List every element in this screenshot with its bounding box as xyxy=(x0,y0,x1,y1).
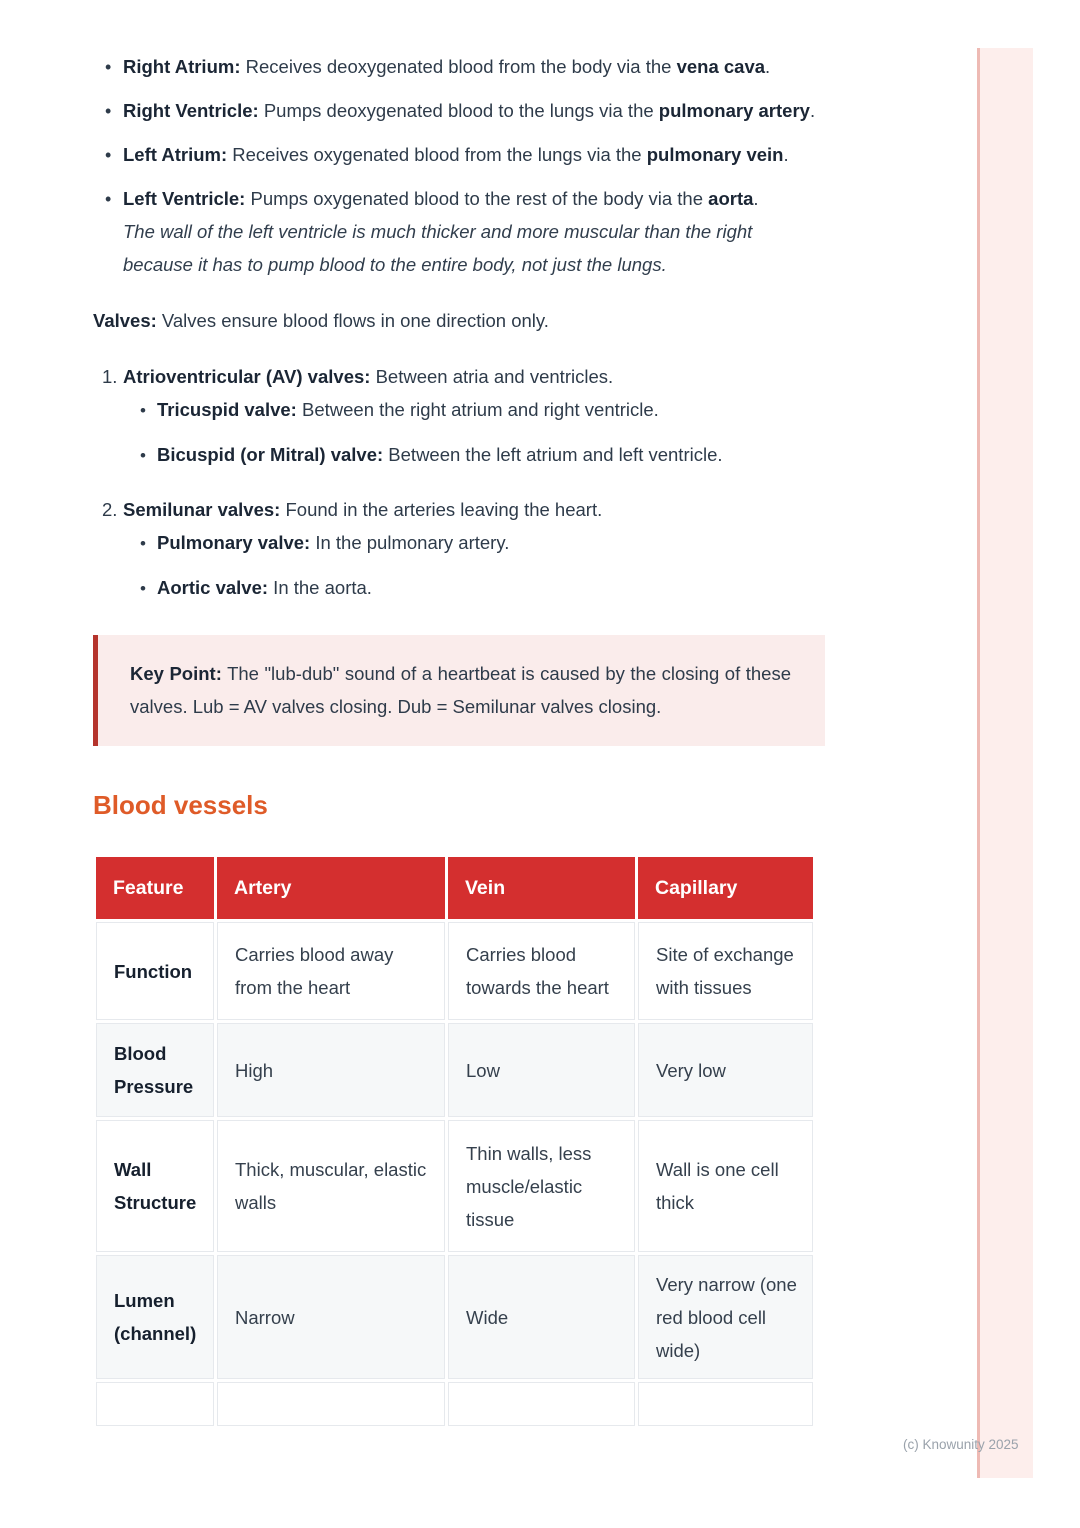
term-description: In the aorta. xyxy=(268,577,372,598)
term-emphasis: pulmonary vein xyxy=(646,144,784,165)
bullet-text xyxy=(123,182,823,281)
list-item xyxy=(93,138,823,172)
table-row xyxy=(96,1023,813,1117)
term-description: Pumps deoxygenated blood to the lungs via the xyxy=(258,100,659,121)
list-number: 2. xyxy=(102,499,118,520)
column-header-capillary: Capillary xyxy=(638,857,813,919)
bullet-icon xyxy=(93,138,123,172)
term-emphasis: aorta xyxy=(708,188,754,209)
valve-group xyxy=(123,493,823,605)
term-label: Bicuspid (or Mitral) valve: xyxy=(157,444,384,465)
table-row-partial xyxy=(96,1382,813,1426)
bullet-icon xyxy=(123,571,157,605)
bullet-text xyxy=(123,94,823,128)
bullet-text xyxy=(123,138,823,172)
bullet-text xyxy=(157,393,659,427)
table-cell xyxy=(217,1382,445,1426)
table-row xyxy=(96,922,813,1020)
table-cell: Thin walls, less muscle/elastic tissue xyxy=(448,1120,635,1252)
table-cell: Carries blood towards the heart xyxy=(448,922,635,1020)
bullet-icon xyxy=(123,393,157,427)
valve-sub-list xyxy=(123,393,823,472)
column-header-vein: Vein xyxy=(448,857,635,919)
term-description: Between atria and ventricles. xyxy=(370,366,614,387)
term-description: In the pulmonary artery. xyxy=(310,532,510,553)
table-cell: Site of exchange with tissues xyxy=(638,922,813,1020)
row-label: Wall Structure xyxy=(96,1120,214,1252)
table-row xyxy=(96,1120,813,1252)
list-item xyxy=(123,571,823,605)
copyright-watermark: (c) Knowunity 2025 xyxy=(903,1437,1019,1452)
table-cell: Wall is one cell thick xyxy=(638,1120,813,1252)
heart-chambers-list xyxy=(93,50,823,281)
valves-intro-label: Valves: xyxy=(93,310,157,331)
term-description: Pumps oxygenated blood to the rest of the body via the xyxy=(245,188,709,209)
list-item xyxy=(123,526,823,560)
term-tail: . xyxy=(765,56,771,77)
list-item xyxy=(93,50,823,84)
list-item xyxy=(93,94,823,128)
term-description: Found in the arteries leaving the heart. xyxy=(280,499,603,520)
list-number: 1. xyxy=(102,366,118,387)
row-label: Blood Pressure xyxy=(96,1023,214,1117)
table-cell: Thick, muscular, elastic walls xyxy=(217,1120,445,1252)
valves-intro xyxy=(93,304,823,337)
term-label: Right Ventricle: xyxy=(123,100,259,121)
table-cell: Low xyxy=(448,1023,635,1117)
list-item xyxy=(123,393,823,427)
term-label: Left Ventricle: xyxy=(123,188,246,209)
column-header-feature: Feature xyxy=(96,857,214,919)
list-item xyxy=(123,438,823,472)
table-cell: Wide xyxy=(448,1255,635,1379)
term-label: Pulmonary valve: xyxy=(157,532,311,553)
bullet-icon xyxy=(93,94,123,128)
table-cell xyxy=(448,1382,635,1426)
row-label xyxy=(96,1382,214,1426)
key-point-callout xyxy=(93,635,825,746)
term-label: Right Atrium: xyxy=(123,56,241,77)
table-cell: High xyxy=(217,1023,445,1117)
table-cell: Carries blood away from the heart xyxy=(217,922,445,1020)
column-header-artery: Artery xyxy=(217,857,445,919)
bullet-icon xyxy=(123,526,157,560)
term-label: Tricuspid valve: xyxy=(157,399,297,420)
term-tail: . xyxy=(783,144,789,165)
row-label: Lumen (channel) xyxy=(96,1255,214,1379)
term-description: Receives deoxygenated blood from the body via the xyxy=(240,56,677,77)
list-item xyxy=(93,493,823,605)
valves-intro-text: Valves ensure blood flows in one direction only. xyxy=(156,310,549,331)
table-header-row xyxy=(96,857,813,919)
bullet-icon xyxy=(123,438,157,472)
term-description: Between the right atrium and right ventricle. xyxy=(296,399,659,420)
list-item xyxy=(93,360,823,472)
table-cell: Very narrow (one red blood cell wide) xyxy=(638,1255,813,1379)
term-label: Left Atrium: xyxy=(123,144,228,165)
term-emphasis: vena cava xyxy=(676,56,766,77)
bullet-icon xyxy=(93,182,123,281)
bullet-text xyxy=(157,526,509,560)
left-ventricle-note: The wall of the left ventricle is much thicker and more muscular than the right because it has to pump blood to the entire body, not just the lungs. xyxy=(123,221,753,275)
valve-sub-list xyxy=(123,526,823,605)
key-point-label: Key Point: xyxy=(130,663,222,684)
bullet-icon xyxy=(93,50,123,84)
term-label: Aortic valve: xyxy=(157,577,269,598)
bullet-text xyxy=(157,438,723,472)
term-label: Atrioventricular (AV) valves: xyxy=(123,366,371,387)
term-tail: . xyxy=(753,188,759,209)
table-cell: Very low xyxy=(638,1023,813,1117)
term-emphasis: pulmonary artery xyxy=(658,100,810,121)
term-description: Receives oxygenated blood from the lungs via the xyxy=(227,144,647,165)
section-heading-blood-vessels: Blood vessels xyxy=(93,790,268,820)
valves-list xyxy=(93,360,823,605)
valve-group xyxy=(123,360,823,472)
page-edge-stripe xyxy=(977,48,1033,1478)
table-cell: Narrow xyxy=(217,1255,445,1379)
list-item xyxy=(93,182,823,281)
table-cell xyxy=(638,1382,813,1426)
term-description: Between the left atrium and left ventricle. xyxy=(383,444,723,465)
bullet-text xyxy=(157,571,372,605)
term-label: Semilunar valves: xyxy=(123,499,281,520)
term-tail: . xyxy=(809,100,816,121)
page-bottom-edge xyxy=(0,1478,1080,1528)
table-row xyxy=(96,1255,813,1379)
key-point-text: The "lub-dub" sound of a heartbeat is caused by the closing of these valves. Lub = AV valves closing. Dub = Semilunar valves closing. xyxy=(130,663,791,717)
blood-vessels-table xyxy=(93,854,816,1429)
row-label: Function xyxy=(96,922,214,1020)
bullet-text xyxy=(123,50,823,84)
